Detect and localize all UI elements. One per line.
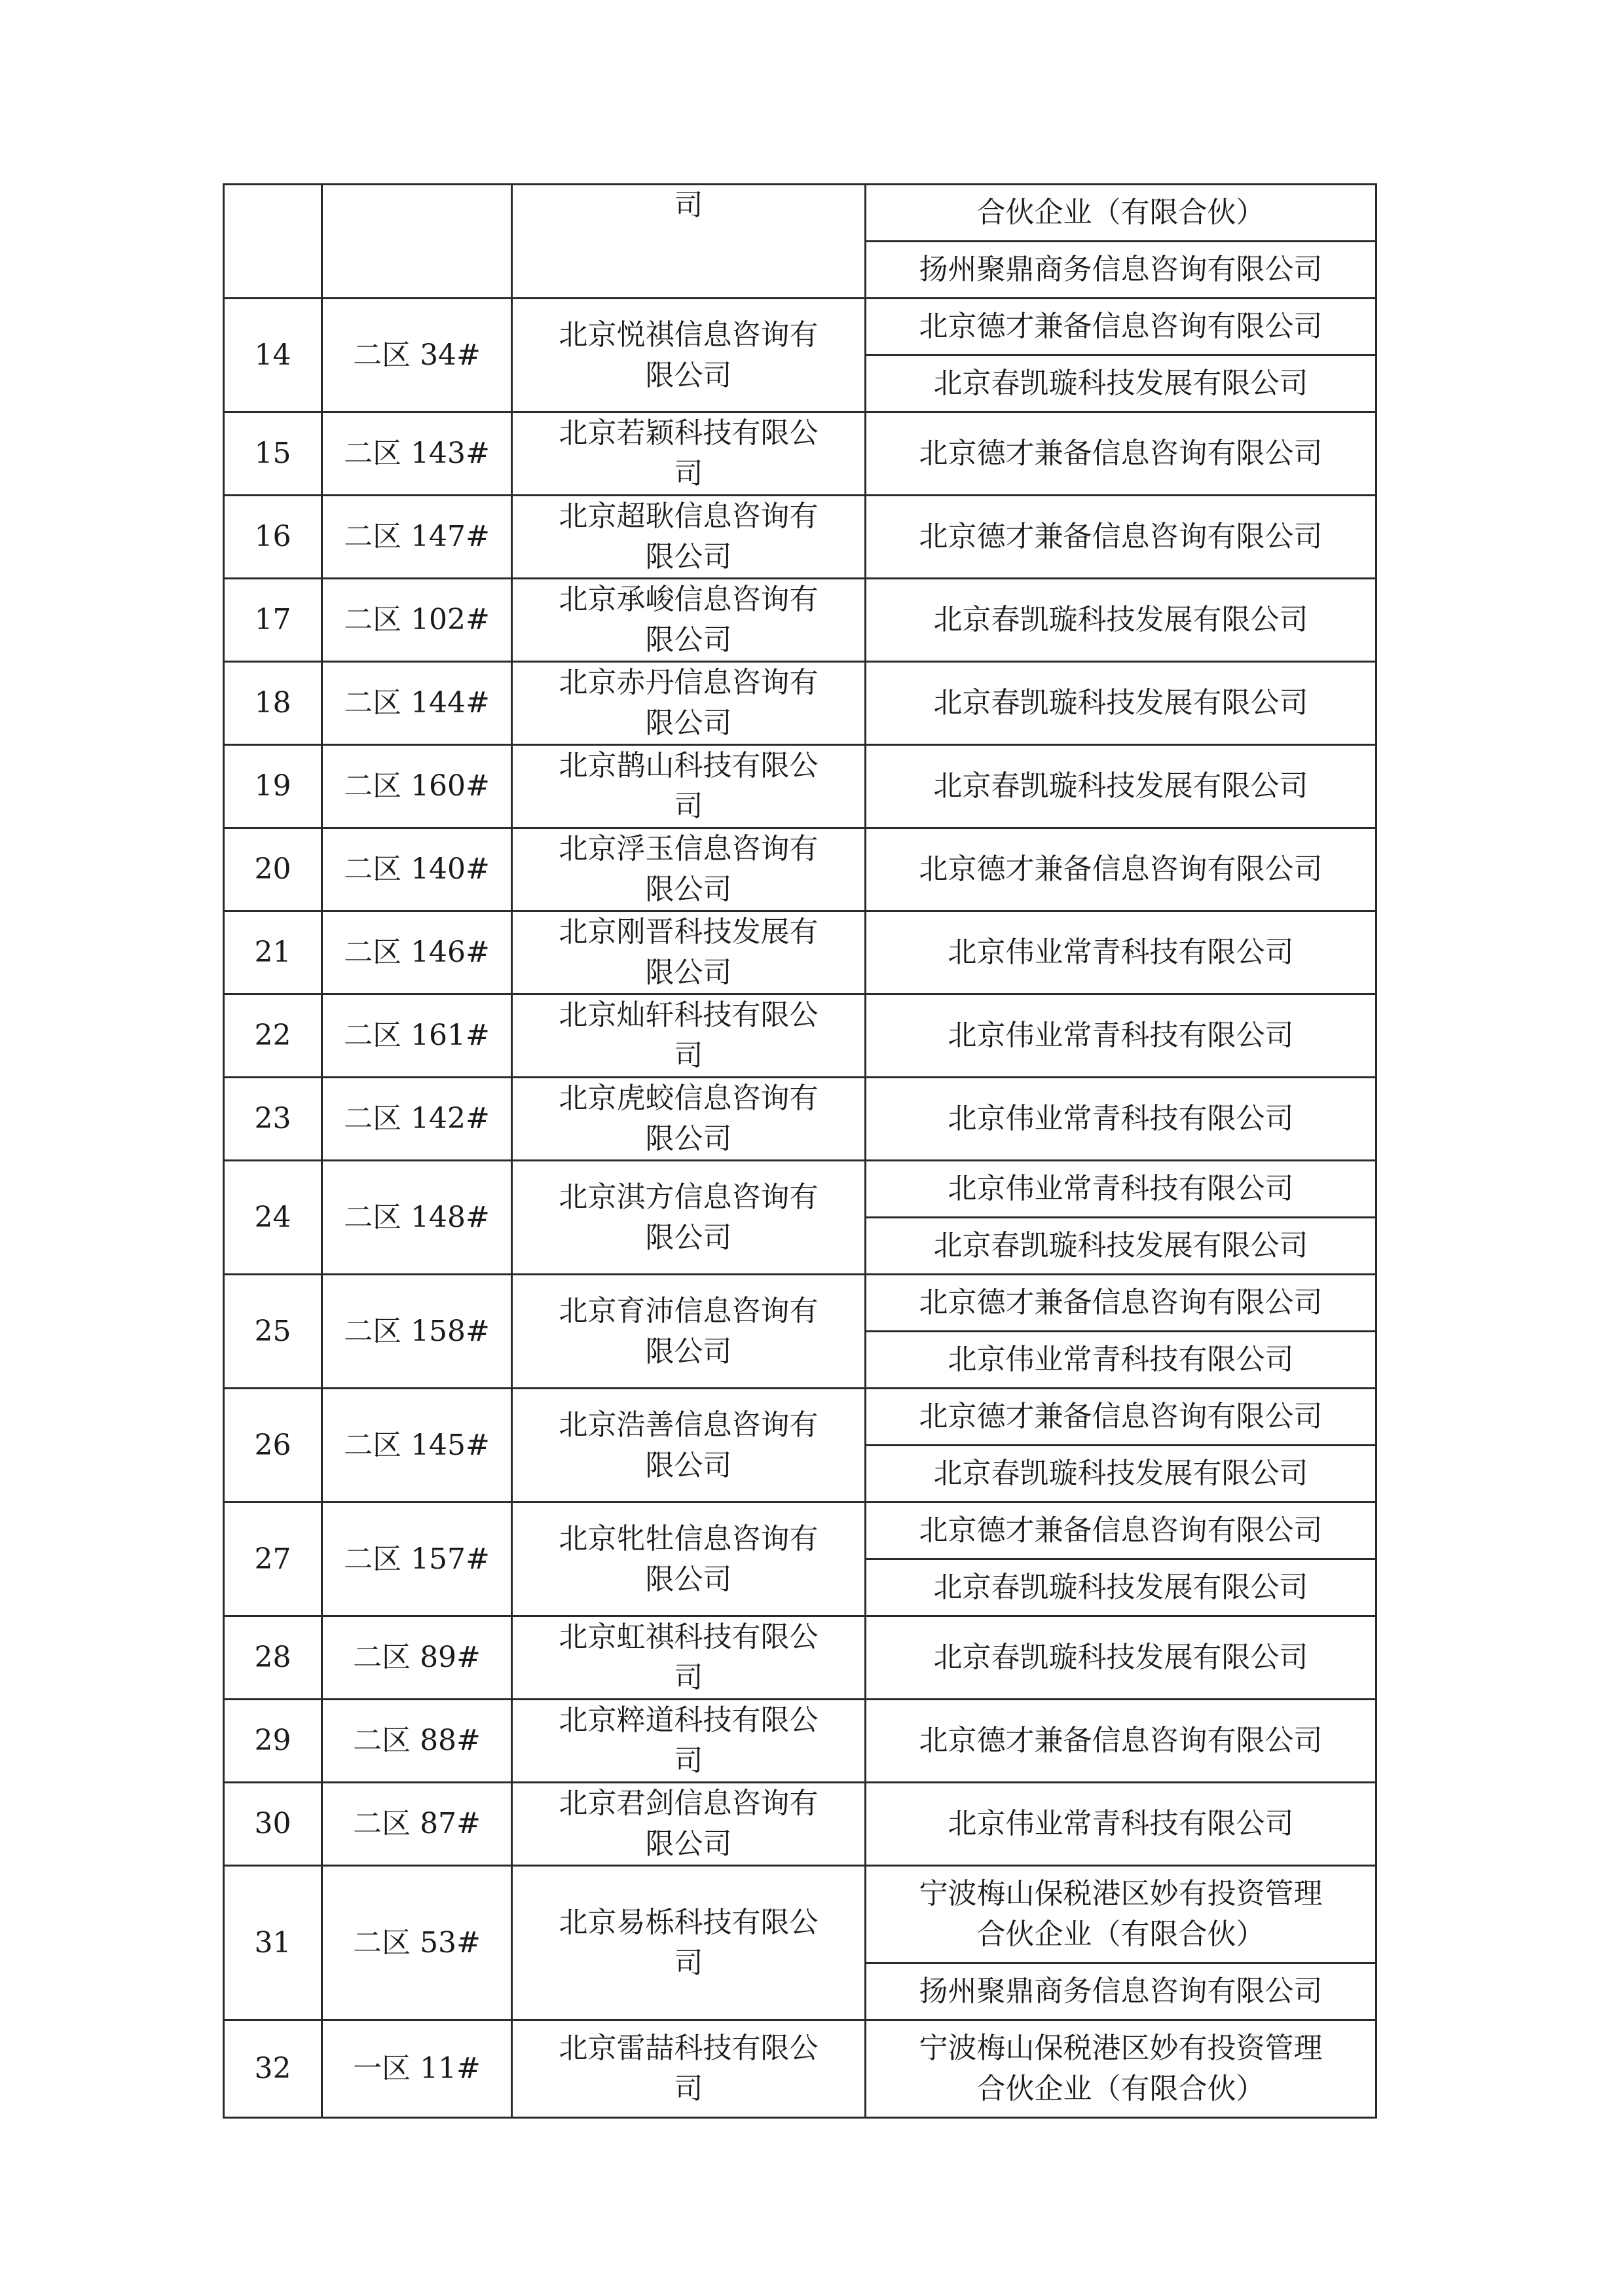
row-number-cell: 31 (224, 1866, 322, 2020)
row-number-cell: 19 (224, 745, 322, 828)
shareholder-line: 北京德才兼备信息咨询有限公司 (919, 1286, 1323, 1319)
shareholder-line: 北京伟业常青科技有限公司 (948, 1102, 1294, 1135)
company-cell-line: 限公司 (645, 1220, 732, 1254)
shareholder-cell (866, 299, 1376, 355)
row-number-cell: 15 (224, 412, 322, 496)
company-cell (512, 2020, 866, 2118)
table-body (224, 185, 1376, 2118)
shareholder-cell (866, 412, 1376, 496)
row-number-cell: 21 (224, 911, 322, 994)
area-number-cell: 二区 142# (322, 1078, 512, 1161)
company-cell (512, 579, 866, 662)
company-cell-line: 限公司 (645, 358, 732, 392)
table-row (224, 911, 1376, 994)
company-cell-line: 北京刚晋科技发展有 (559, 915, 819, 949)
shareholder-line: 北京伟业常青科技有限公司 (948, 936, 1294, 969)
shareholder-cell (866, 1332, 1376, 1389)
company-cell-line: 北京浩善信息咨询有 (559, 1408, 819, 1442)
table-row (224, 1161, 1376, 1218)
company-cell-line: 限公司 (645, 1122, 732, 1156)
shareholder-cell (866, 355, 1376, 412)
row-number-cell: 32 (224, 2020, 322, 2118)
table-row (224, 994, 1376, 1078)
table-row (224, 185, 1376, 242)
company-cell-line: 北京超耿信息咨询有 (559, 500, 819, 533)
shareholder-line: 北京德才兼备信息咨询有限公司 (919, 1400, 1323, 1433)
company-cell-line: 司 (674, 2072, 703, 2105)
row-number-cell: 22 (224, 994, 322, 1078)
company-cell-line: 司 (674, 457, 703, 490)
shareholder-cell (866, 828, 1376, 911)
table-row (224, 1275, 1376, 1332)
shareholder-cell (866, 1389, 1376, 1446)
company-cell-line: 限公司 (645, 1562, 732, 1596)
shareholder-line: 北京伟业常青科技有限公司 (948, 1172, 1294, 1205)
row-number-cell (224, 185, 322, 299)
shareholder-line: 北京德才兼备信息咨询有限公司 (919, 437, 1323, 470)
shareholder-line: 宁波梅山保税港区妙有投资管理 (919, 1877, 1323, 1910)
shareholder-cell (866, 745, 1376, 828)
company-cell-line: 司 (674, 790, 703, 823)
company-cell (512, 1616, 866, 1700)
shareholder-cell (866, 2020, 1376, 2118)
table-row (224, 1866, 1376, 1963)
company-cell (512, 1389, 866, 1503)
area-number-cell: 二区 140# (322, 828, 512, 911)
area-number-cell: 二区 53# (322, 1866, 512, 2020)
company-cell (512, 911, 866, 994)
table-row (224, 2020, 1376, 2118)
company-cell (512, 745, 866, 828)
shareholder-line: 北京春凯璇科技发展有限公司 (933, 603, 1308, 636)
shareholder-cell (866, 994, 1376, 1078)
shareholder-cell (866, 579, 1376, 662)
row-number-cell: 30 (224, 1783, 322, 1866)
shareholder-table (223, 183, 1377, 2119)
shareholder-line: 北京春凯璇科技发展有限公司 (933, 686, 1308, 720)
table-row (224, 828, 1376, 911)
company-cell-line: 北京育沛信息咨询有 (559, 1294, 819, 1328)
area-number-cell (322, 185, 512, 299)
shareholder-line: 合伙企业（有限合伙） (976, 196, 1265, 229)
shareholder-cell (866, 242, 1376, 299)
company-cell (512, 1783, 866, 1866)
company-cell (512, 1078, 866, 1161)
shareholder-line: 扬州聚鼎商务信息咨询有限公司 (919, 253, 1323, 286)
row-number-cell: 20 (224, 828, 322, 911)
table-row (224, 745, 1376, 828)
company-cell-line: 北京悦祺信息咨询有 (559, 318, 819, 352)
company-cell-line: 北京浮玉信息咨询有 (559, 832, 819, 866)
shareholder-cell (866, 911, 1376, 994)
area-number-cell: 二区 147# (322, 496, 512, 579)
shareholder-cell (866, 1078, 1376, 1161)
shareholder-line: 北京德才兼备信息咨询有限公司 (919, 310, 1323, 343)
company-cell-line: 北京粹道科技有限公 (559, 1704, 819, 1737)
company-cell-line: 司 (674, 1661, 703, 1694)
company-cell-line: 限公司 (645, 1827, 732, 1861)
company-cell-line: 北京淇方信息咨询有 (559, 1180, 819, 1214)
company-cell-line: 司 (674, 1744, 703, 1777)
row-number-cell: 27 (224, 1503, 322, 1616)
company-cell-line: 北京灿轩科技有限公 (559, 998, 819, 1032)
area-number-cell: 二区 34# (322, 299, 512, 412)
company-cell (512, 828, 866, 911)
shareholder-cell (866, 1866, 1376, 1963)
company-cell (512, 1866, 866, 2020)
company-cell-line: 限公司 (645, 623, 732, 657)
table-row (224, 412, 1376, 496)
shareholder-cell (866, 1218, 1376, 1275)
area-number-cell: 二区 158# (322, 1275, 512, 1389)
row-number-cell: 14 (224, 299, 322, 412)
area-number-cell: 二区 89# (322, 1616, 512, 1700)
shareholder-line: 扬州聚鼎商务信息咨询有限公司 (919, 1975, 1323, 2008)
company-cell-line: 北京若颖科技有限公 (559, 416, 819, 450)
table-row (224, 1389, 1376, 1446)
shareholder-cell (866, 1963, 1376, 2020)
area-number-cell: 二区 146# (322, 911, 512, 994)
shareholder-line: 宁波梅山保税港区妙有投资管理 (919, 2032, 1323, 2065)
company-cell (512, 1503, 866, 1616)
shareholder-cell (866, 1161, 1376, 1218)
row-number-cell: 17 (224, 579, 322, 662)
company-cell (512, 1700, 866, 1783)
shareholder-line: 北京德才兼备信息咨询有限公司 (919, 520, 1323, 553)
shareholder-line: 合伙企业（有限合伙） (976, 1918, 1265, 1951)
area-number-cell: 二区 144# (322, 662, 512, 745)
company-cell-line: 限公司 (645, 956, 732, 989)
company-cell (512, 185, 866, 299)
company-cell (512, 496, 866, 579)
area-number-cell: 二区 102# (322, 579, 512, 662)
shareholder-line: 北京春凯璇科技发展有限公司 (933, 1229, 1308, 1262)
area-number-cell: 二区 148# (322, 1161, 512, 1275)
area-number-cell: 二区 160# (322, 745, 512, 828)
company-cell (512, 299, 866, 412)
table-row (224, 1700, 1376, 1783)
company-cell-line: 司 (674, 189, 703, 222)
row-number-cell: 26 (224, 1389, 322, 1503)
company-cell-line: 限公司 (645, 706, 732, 740)
row-number-cell: 28 (224, 1616, 322, 1700)
company-cell-line: 限公司 (645, 540, 732, 574)
company-cell (512, 412, 866, 496)
shareholder-cell (866, 662, 1376, 745)
table-row (224, 1783, 1376, 1866)
row-number-cell: 29 (224, 1700, 322, 1783)
company-cell-line: 限公司 (645, 1334, 732, 1368)
shareholder-line: 北京伟业常青科技有限公司 (948, 1807, 1294, 1840)
company-cell-line: 北京虹祺科技有限公 (559, 1620, 819, 1654)
row-number-cell: 25 (224, 1275, 322, 1389)
shareholder-line: 北京春凯璇科技发展有限公司 (933, 1641, 1308, 1674)
shareholder-cell (866, 1275, 1376, 1332)
shareholder-cell (866, 1559, 1376, 1616)
company-cell-line: 北京鹊山科技有限公 (559, 749, 819, 782)
company-cell-line: 北京君剑信息咨询有 (559, 1787, 819, 1820)
company-cell-line: 北京牝牡信息咨询有 (559, 1522, 819, 1556)
shareholder-cell (866, 1446, 1376, 1503)
company-cell-line: 北京雷喆科技有限公 (559, 2032, 819, 2065)
row-number-cell: 23 (224, 1078, 322, 1161)
shareholder-line: 北京德才兼备信息咨询有限公司 (919, 852, 1323, 886)
area-number-cell: 二区 157# (322, 1503, 512, 1616)
company-cell (512, 1161, 866, 1275)
shareholder-cell (866, 1616, 1376, 1700)
row-number-cell: 24 (224, 1161, 322, 1275)
area-number-cell: 二区 145# (322, 1389, 512, 1503)
shareholder-line: 合伙企业（有限合伙） (976, 2072, 1265, 2105)
shareholder-cell (866, 1700, 1376, 1783)
company-cell-line: 限公司 (645, 1448, 732, 1482)
table-row (224, 1616, 1376, 1700)
company-cell-line: 司 (674, 1039, 703, 1072)
row-number-cell: 16 (224, 496, 322, 579)
company-cell-line: 北京虎蛟信息咨询有 (559, 1082, 819, 1115)
company-cell-line: 司 (674, 1946, 703, 1980)
table-row (224, 662, 1376, 745)
shareholder-line: 北京德才兼备信息咨询有限公司 (919, 1724, 1323, 1757)
table-row (224, 1503, 1376, 1559)
company-cell-line: 北京易栎科技有限公 (559, 1905, 819, 1939)
area-number-cell: 二区 143# (322, 412, 512, 496)
area-number-cell: 二区 161# (322, 994, 512, 1078)
company-cell (512, 994, 866, 1078)
shareholder-line: 北京春凯璇科技发展有限公司 (933, 769, 1308, 803)
shareholder-cell (866, 185, 1376, 242)
company-cell (512, 662, 866, 745)
company-cell-line: 北京承峻信息咨询有 (559, 583, 819, 616)
area-number-cell: 二区 88# (322, 1700, 512, 1783)
shareholder-line: 北京春凯璇科技发展有限公司 (933, 367, 1308, 400)
shareholder-line: 北京春凯璇科技发展有限公司 (933, 1457, 1308, 1490)
shareholder-line: 北京春凯璇科技发展有限公司 (933, 1571, 1308, 1604)
shareholder-cell (866, 1783, 1376, 1866)
shareholder-cell (866, 496, 1376, 579)
area-number-cell: 一区 11# (322, 2020, 512, 2118)
row-number-cell: 18 (224, 662, 322, 745)
company-cell (512, 1275, 866, 1389)
company-cell-line: 北京赤丹信息咨询有 (559, 666, 819, 699)
company-cell-line: 限公司 (645, 873, 732, 906)
shareholder-cell (866, 1503, 1376, 1559)
shareholder-line: 北京德才兼备信息咨询有限公司 (919, 1514, 1323, 1547)
shareholder-line: 北京伟业常青科技有限公司 (948, 1019, 1294, 1052)
shareholder-line: 北京伟业常青科技有限公司 (948, 1343, 1294, 1376)
table-row (224, 579, 1376, 662)
area-number-cell: 二区 87# (322, 1783, 512, 1866)
table-row (224, 1078, 1376, 1161)
table-row (224, 496, 1376, 579)
table-row (224, 299, 1376, 355)
